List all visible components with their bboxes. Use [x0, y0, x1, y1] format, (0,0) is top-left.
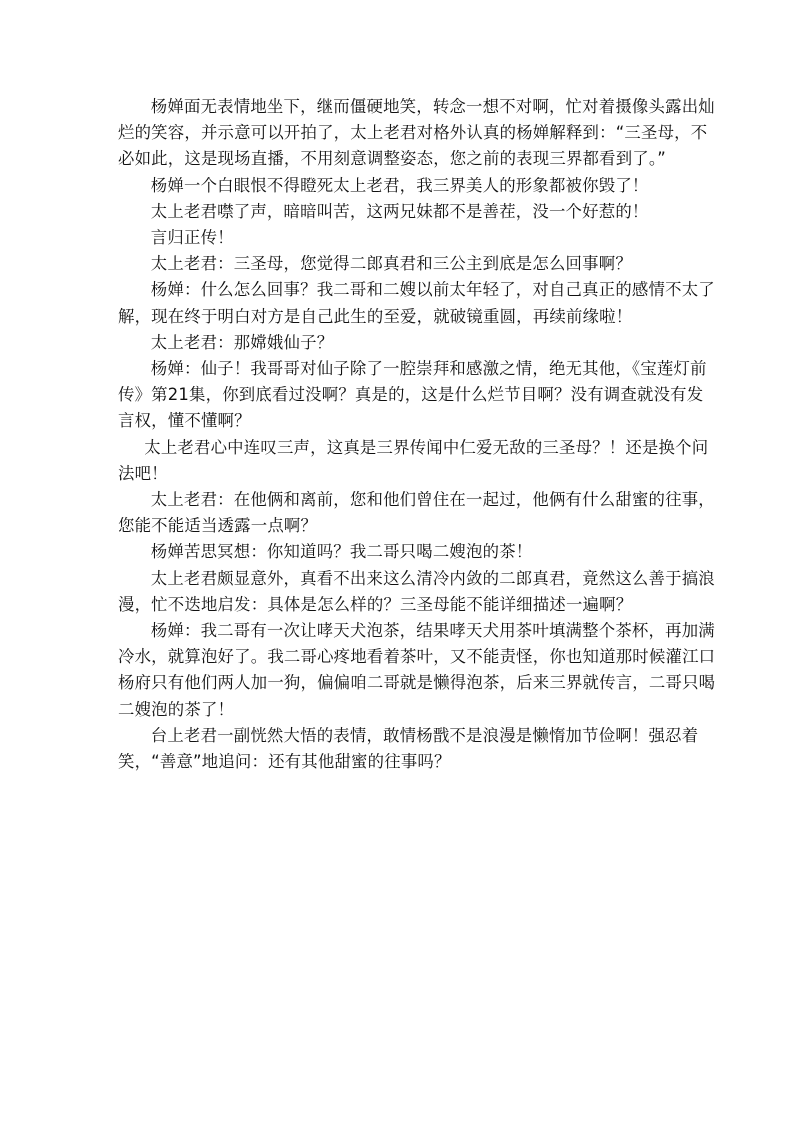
paragraph-5: 太上老君：三圣母，您觉得二郎真君和三公主到底是怎么回事啊？: [150, 254, 632, 274]
paragraph-1: 杨婵面无表情地坐下，继而僵硬地笑，转念一想不对啊，忙对着摄像头露出灿烂的笑容，并示意可以开拍了，太上老君对格外认真的杨婵解释到：“三圣母，不必如此，这是现场直播，不用刻意调整姿态，您之前的表现三界都看到了。”: [118, 97, 715, 169]
paragraph-2: 杨婵一个白眼恨不得瞪死太上老君，我三界美人的形象都被你毁了！: [150, 175, 649, 195]
paragraph-13: 杨婵：我二哥有一次让哮天犬泡茶，结果哮天犬用茶叶填满整个茶杯，再加满冷水，就算泡好了。我二哥心疼地看着茶叶，又不能责怪，你也知道那时候灌江口杨府只有他们两人加一狗，偏偏咱二哥就是懒得泡茶，后来三界就传言，二哥只喝二嫂泡的茶了！: [118, 621, 716, 719]
paragraph-10: 太上老君：在他俩和离前，您和他们曾住在一起过，他俩有什么甜蜜的往事，您能不能适当透露一点啊？: [118, 490, 715, 536]
paragraph-11: 杨婵苦思冥想：你知道吗？我二哥只喝二嫂泡的茶！: [150, 542, 533, 562]
paragraph-3: 太上老君噤了声，暗暗叫苦，这两兄妹都不是善茬，没一个好惹的！: [150, 201, 649, 221]
paragraph-7: 太上老君：那嫦娥仙子？: [150, 332, 334, 352]
paragraph-14: 台上老君一副恍然大悟的表情，敢情杨戬不是浪漫是懒惰加节俭啊！强忍着笑，“善意”地追问：还有其他甜蜜的往事吗？: [118, 725, 699, 772]
paragraph-12: 太上老君颇显意外，真看不出来这么清冷内敛的二郎真君，竟然这么善于搞浪漫，忙不迭地启发：具体是怎么样的？三圣母能不能详细描述一遍啊？: [118, 568, 715, 614]
paragraph-4: 言归正传！: [150, 228, 234, 248]
paragraph-6: 杨婵：什么怎么回事？我二哥和二嫂以前太年轻了，对自己真正的感情不太了解，现在终于明白对方是自己此生的至爱，就破镜重圆，再续前缘啦！: [118, 280, 715, 326]
paragraph-9: 太上老君心中连叹三声，这真是三界传闻中仁爱无敌的三圣母？！还是换个问法吧！: [118, 437, 709, 483]
document-body: [118, 94, 718, 775]
paragraph-8: 杨婵：仙子！我哥哥对仙子除了一腔崇拜和感激之情，绝无其他，《宝莲灯前传》第21集，你到底看过没啊？真是的，这是什么烂节目啊？没有调查就没有发言权，懂不懂啊？: [118, 359, 707, 431]
